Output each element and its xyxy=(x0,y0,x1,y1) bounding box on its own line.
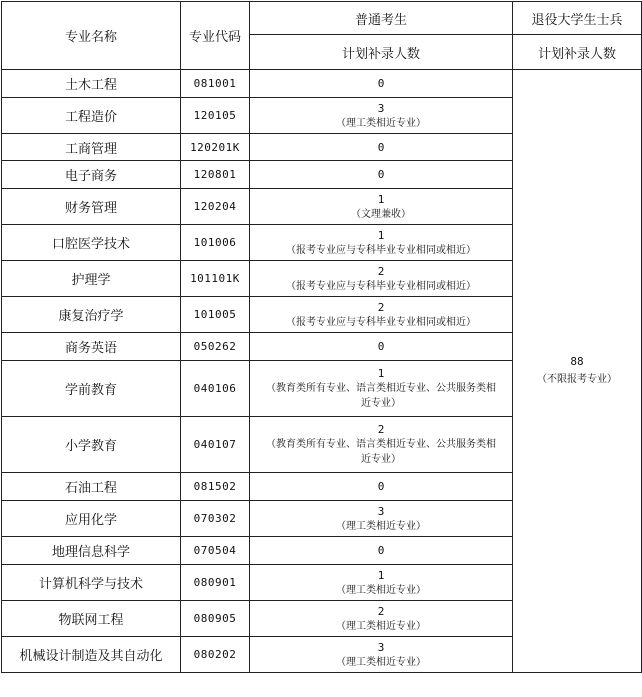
quota-count: 0 xyxy=(377,168,385,181)
regular-quota-cell xyxy=(250,473,513,501)
quota-count: 3 xyxy=(377,101,385,115)
quota-count: 3 xyxy=(377,640,385,654)
quota-note: （报考专业应与专科毕业专业相同或相近） xyxy=(286,280,476,292)
quota-note: （理工类相近专业） xyxy=(336,620,426,632)
quota-note: （理工类相近专业） xyxy=(336,656,426,668)
major-name-cell: 口腔医学技术 xyxy=(2,225,181,261)
major-code-cell: 080905 xyxy=(181,601,250,637)
quota-count: 3 xyxy=(377,504,385,518)
quota-note: （报考专业应与专科毕业专业相同或相近） xyxy=(286,316,476,328)
major-name-cell: 学前教育 xyxy=(2,361,181,417)
major-code-cell: 101005 xyxy=(181,297,250,333)
major-code-cell: 120201K xyxy=(181,134,250,161)
major-name-cell: 工程造价 xyxy=(2,98,181,134)
quota-count: 0 xyxy=(377,544,385,557)
quota-count: 2 xyxy=(377,264,385,278)
regular-quota-cell xyxy=(250,333,513,361)
major-code-cell: 080202 xyxy=(181,637,250,673)
header-regular-students: 普通考生 xyxy=(250,2,513,35)
regular-quota-cell xyxy=(250,501,513,537)
regular-quota-cell xyxy=(250,361,513,417)
major-name-cell: 财务管理 xyxy=(2,189,181,225)
header-major-code: 专业代码 xyxy=(181,2,250,70)
major-name-cell: 物联网工程 xyxy=(2,601,181,637)
regular-quota-cell xyxy=(250,161,513,189)
major-code-cell: 120105 xyxy=(181,98,250,134)
major-name-cell: 石油工程 xyxy=(2,473,181,501)
quota-count: 2 xyxy=(377,423,385,436)
regular-quota-cell xyxy=(250,189,513,225)
major-code-cell: 050262 xyxy=(181,333,250,361)
regular-quota-cell xyxy=(250,565,513,601)
quota-note: （文理兼收） xyxy=(351,208,411,220)
major-name-cell: 商务英语 xyxy=(2,333,181,361)
major-code-cell: 101101K xyxy=(181,261,250,297)
major-code-cell: 101006 xyxy=(181,225,250,261)
regular-quota-cell xyxy=(250,225,513,261)
quota-count: 1 xyxy=(377,568,385,582)
quota-count: 2 xyxy=(377,604,385,618)
quota-count: 1 xyxy=(377,367,385,380)
quota-note: （理工类相近专业） xyxy=(336,117,426,129)
major-name-cell: 工商管理 xyxy=(2,134,181,161)
regular-quota-cell xyxy=(250,70,513,98)
major-code-cell: 040106 xyxy=(181,361,250,417)
major-code-cell: 080901 xyxy=(181,565,250,601)
major-code-cell: 070504 xyxy=(181,537,250,565)
major-code-cell: 081001 xyxy=(181,70,250,98)
major-code-cell: 081502 xyxy=(181,473,250,501)
table-row xyxy=(2,70,642,98)
veteran-quota-note: （不限报考专业） xyxy=(537,374,617,385)
subheader-regular-quota: 计划补录人数 xyxy=(250,35,513,70)
quota-note: （教育类所有专业、语言类相近专业、公共服务类相近专业） xyxy=(266,383,496,409)
major-code-cell: 120801 xyxy=(181,161,250,189)
regular-quota-cell xyxy=(250,98,513,134)
major-name-cell: 电子商务 xyxy=(2,161,181,189)
regular-quota-cell xyxy=(250,261,513,297)
quota-note: （理工类相近专业） xyxy=(336,520,426,532)
quota-count: 0 xyxy=(377,340,385,353)
major-name-cell: 土木工程 xyxy=(2,70,181,98)
quota-count: 1 xyxy=(377,192,385,206)
quota-count: 1 xyxy=(377,228,385,242)
quota-count: 0 xyxy=(377,140,385,154)
subheader-veteran-quota: 计划补录人数 xyxy=(513,35,642,70)
quota-count: 0 xyxy=(377,480,385,493)
regular-quota-cell xyxy=(250,637,513,673)
veteran-quota-cell xyxy=(513,70,642,673)
major-name-cell: 应用化学 xyxy=(2,501,181,537)
regular-quota-cell xyxy=(250,537,513,565)
major-code-cell: 070302 xyxy=(181,501,250,537)
major-name-cell: 护理学 xyxy=(2,261,181,297)
major-name-cell: 小学教育 xyxy=(2,417,181,473)
major-code-cell: 040107 xyxy=(181,417,250,473)
veteran-quota-count: 88 xyxy=(570,355,584,368)
regular-quota-cell xyxy=(250,297,513,333)
major-code-cell: 120204 xyxy=(181,189,250,225)
major-name-cell: 地理信息科学 xyxy=(2,537,181,565)
quota-note: （报考专业应与专科毕业专业相同或相近） xyxy=(286,244,476,256)
major-name-cell: 计算机科学与技术 xyxy=(2,565,181,601)
regular-quota-cell xyxy=(250,417,513,473)
header-major-name: 专业名称 xyxy=(2,2,181,70)
quota-note: （教育类所有专业、语言类相近专业、公共服务类相近专业） xyxy=(266,439,496,465)
major-name-cell: 机械设计制造及其自动化 xyxy=(2,637,181,673)
quota-count: 2 xyxy=(377,300,385,314)
header-veteran-students: 退役大学生士兵 xyxy=(513,2,642,35)
quota-count: 0 xyxy=(377,77,385,90)
regular-quota-cell xyxy=(250,134,513,161)
quota-note: （理工类相近专业） xyxy=(336,584,426,596)
quota-table xyxy=(1,1,642,673)
regular-quota-cell xyxy=(250,601,513,637)
major-name-cell: 康复治疗学 xyxy=(2,297,181,333)
